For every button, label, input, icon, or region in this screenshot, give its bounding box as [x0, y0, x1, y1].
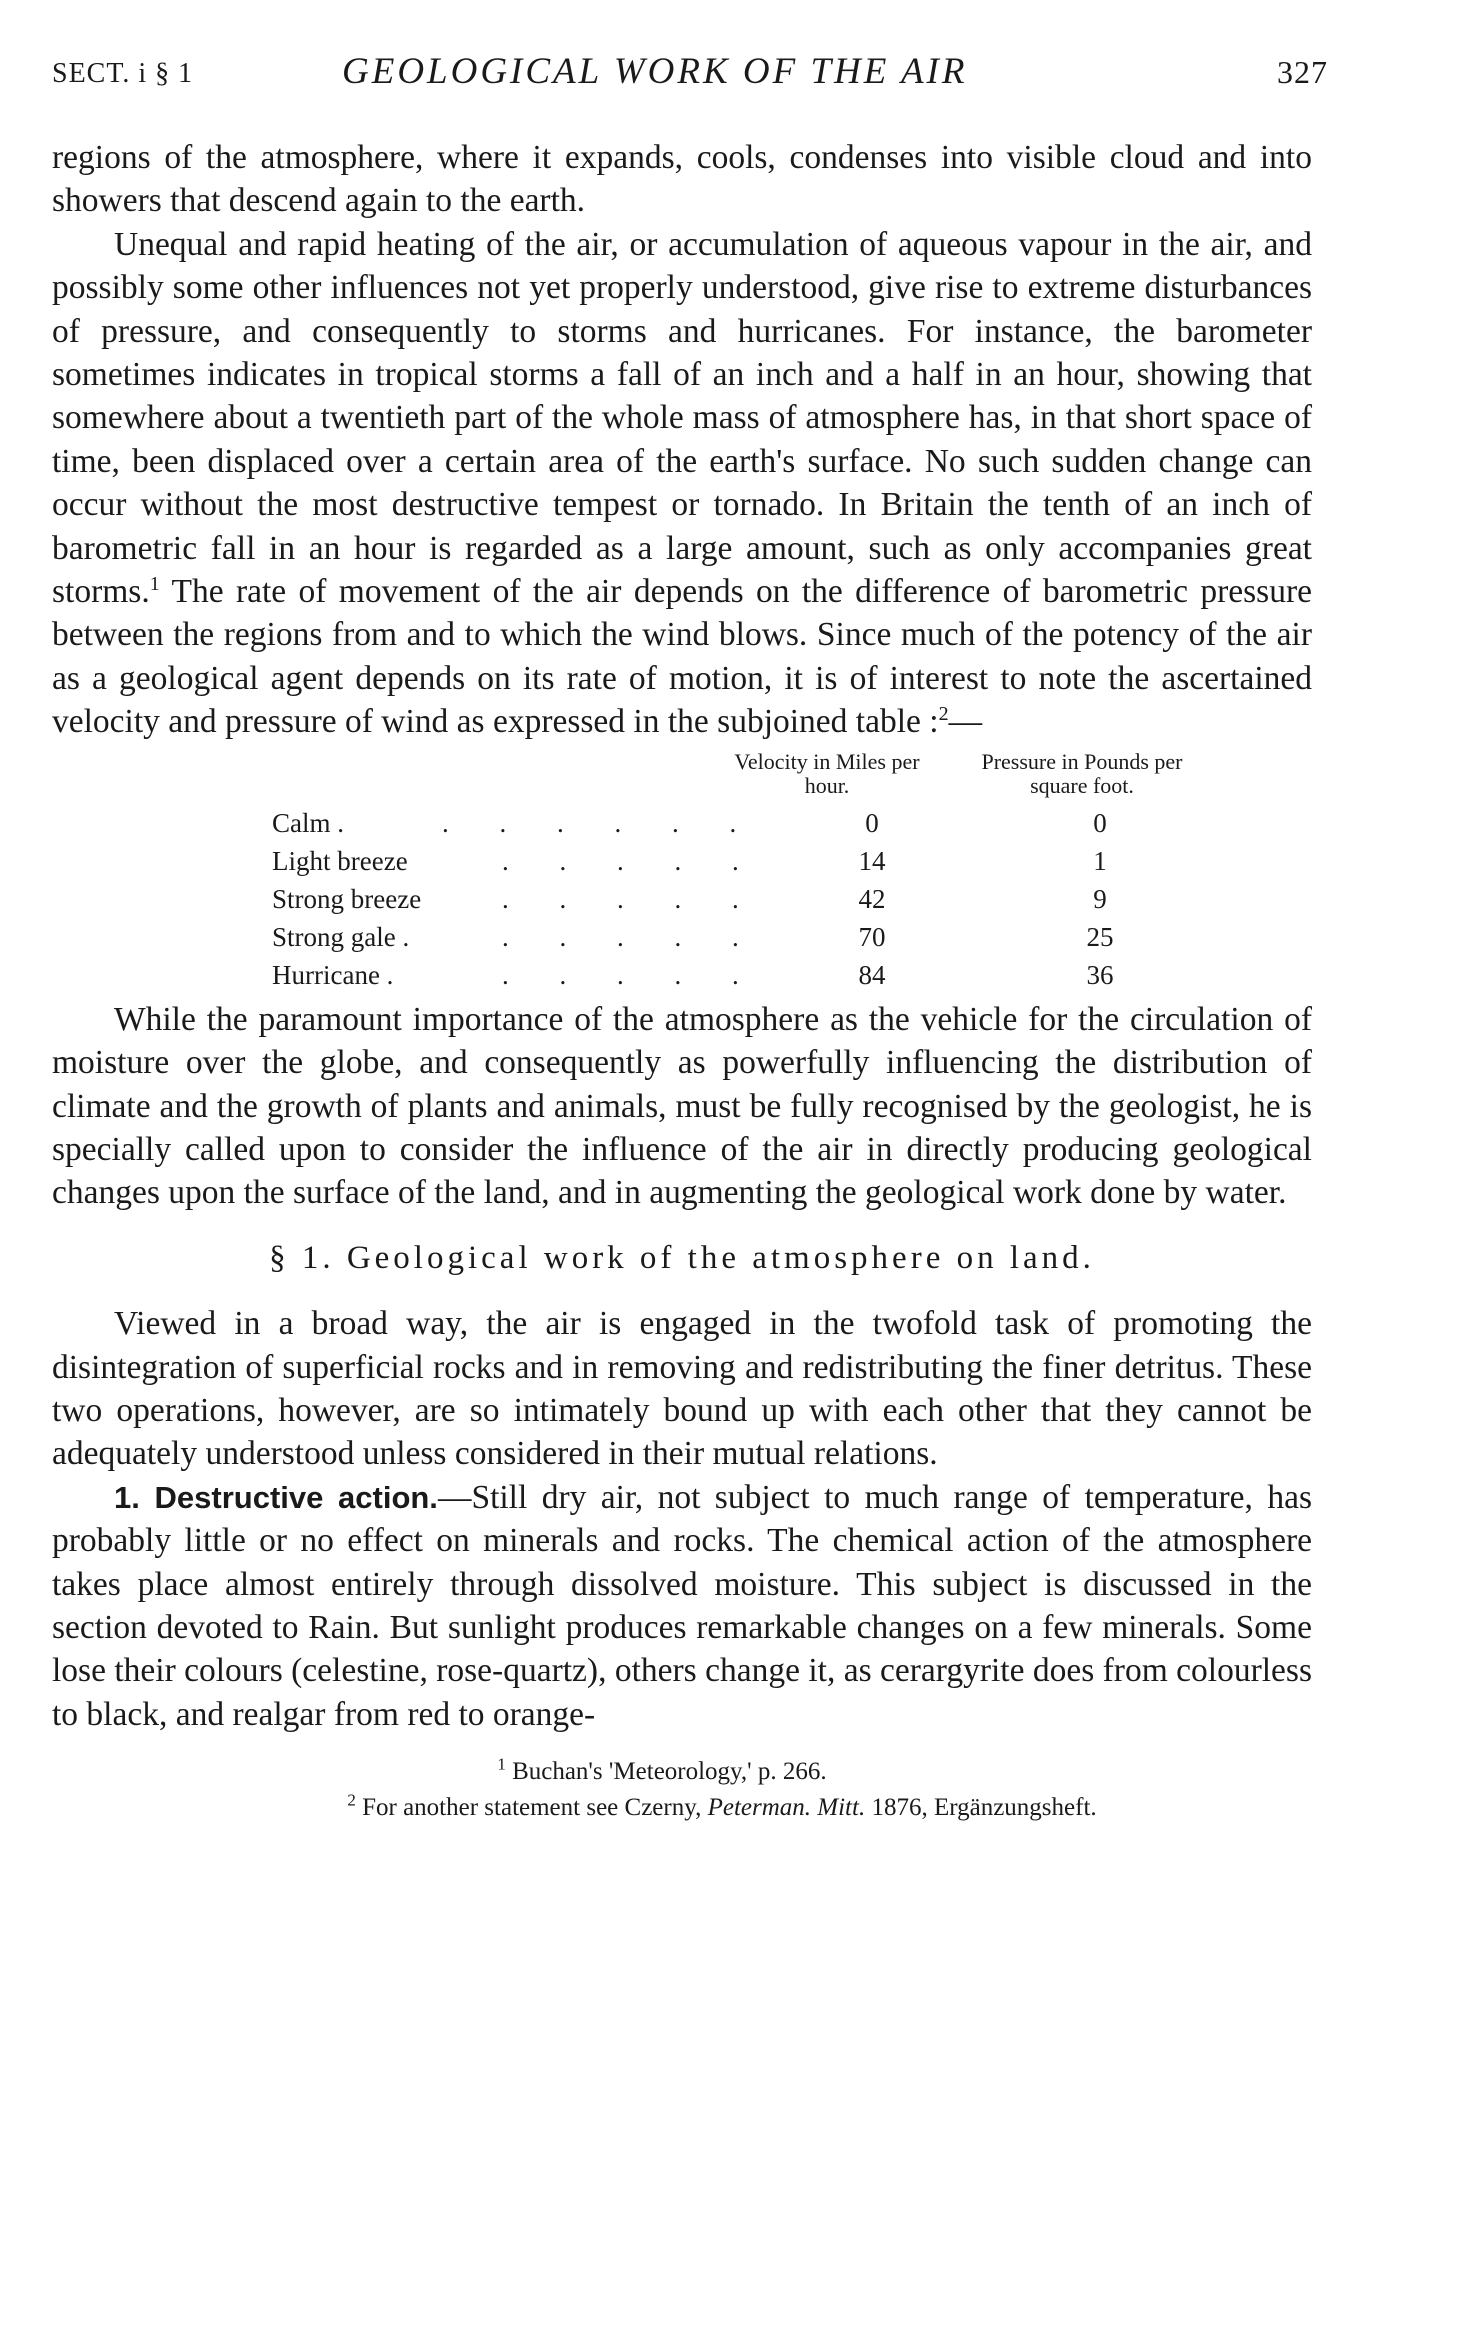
row-pressure: 1: [1093, 845, 1107, 876]
row-leader: . . . . . .: [442, 807, 759, 838]
row-leader: . . . . .: [502, 959, 761, 990]
running-title: GEOLOGICAL WORK OF THE AIR: [342, 51, 968, 92]
footnote-2-mark: 2: [347, 1790, 356, 1810]
row-velocity: 70: [858, 921, 886, 952]
footnotes: [52, 1754, 1312, 1826]
footnote-1-text: Buchan's 'Meteorology,' p. 266.: [512, 1758, 827, 1786]
paragraph-destructive: [52, 1476, 1312, 1736]
row-velocity: 42: [858, 883, 886, 914]
footnote-ref-2: 2: [938, 703, 949, 726]
table-row: [272, 954, 1272, 992]
running-head: [52, 40, 1328, 100]
paragraph-pressure-text-b: The rate of movement of the air depends on the difference of barometric pressure between the regions from and to which the wind blows. Since much of the potency of the air as a geological agent depends on its rate of motion, it is of interest to note the ascertained velocity and pressure of wind as expressed in the subjoined table :: [52, 573, 1312, 741]
paragraph-twofold: Viewed in a broad way, the air is engaged in the twofold task of promoting the disintegration of superficial rocks and in removing and redistributing the finer detritus. These two operations, however, are so intimately bound up with each other that they cannot be adequately understood unless considered in their mutual relations.: [52, 1305, 1312, 1473]
column-header-velocity: Velocity in Miles per hour.: [734, 748, 920, 798]
row-pressure: 25: [1086, 921, 1114, 952]
footnote-1-mark: 1: [497, 1754, 506, 1774]
row-velocity: 84: [858, 959, 886, 990]
table-row: [272, 840, 1272, 878]
section-number: SECT. i § 1: [52, 58, 194, 89]
row-label: Calm .: [272, 807, 344, 838]
row-pressure: 36: [1086, 959, 1114, 990]
row-leader: . . . . .: [502, 921, 761, 952]
footnote-2-text: For another statement see Czerny,: [362, 1794, 708, 1822]
row-label: Light breeze: [272, 845, 408, 876]
wind-table: [52, 748, 1312, 990]
row-velocity: 14: [858, 845, 886, 876]
table-row: [272, 878, 1272, 916]
paragraph-pressure-text-a: Unequal and rapid heating of the air, or accumulation of aqueous vapour in the air, and possibly some other influences not yet properly understood, give rise to extreme disturbances of pressure, and consequently to storms and hurricanes. For instance, the barometer sometimes indicates in tropical storms a fall of an inch and a half in an hour, showing that somewhere about a twentieth part of the whole mass of atmosphere has, in that short space of time, been displaced over a certain area of the earth's surface. No such sudden change can occur without the most destructive tempest or tornado. In Britain the tenth of an inch of barometric fall in an hour is regarded as a large amount, such as only accompanies great storms.: [52, 225, 1312, 611]
body-text: [52, 136, 1312, 1736]
row-label: Hurricane .: [272, 959, 394, 990]
footnote-2-source: Peterman. Mitt.: [707, 1794, 866, 1822]
paragraph-pressure-dash: —: [948, 703, 983, 741]
row-leader: . . . . .: [502, 845, 761, 876]
table-row: [272, 916, 1272, 954]
book-page: [52, 40, 1328, 1826]
footnote-1: [12, 1754, 1312, 1790]
row-velocity: 0: [865, 807, 879, 838]
section-heading: § 1. Geological work of the atmosphere on land.: [269, 1239, 1095, 1276]
row-leader: . . . . .: [502, 883, 761, 914]
paragraph-importance: While the paramount importance of the atmosphere as the vehicle for the circulation of moisture over the globe, and consequently as powerfully influencing the distribution of climate and the growth of plants and animals, must be fully recognised by the geologist, he is specially called upon to consider the influence of the air in directly producing geological changes upon the surface of the land, and in augmenting the geological work done by water.: [52, 1000, 1312, 1212]
paragraph-continued: regions of the atmosphere, where it expands, cools, condenses into visible cloud and into showers that descend again to the earth.: [52, 139, 1312, 220]
row-label: Strong breeze: [272, 883, 422, 914]
footnote-2: [132, 1790, 1312, 1826]
row-pressure: 0: [1093, 807, 1107, 838]
row-label: Strong gale .: [272, 921, 410, 952]
footnote-ref-1: 1: [149, 572, 160, 595]
row-pressure: 9: [1093, 883, 1107, 914]
column-header-pressure: Pressure in Pounds per square foot.: [981, 748, 1183, 798]
destructive-action-label: 1. Destructive action.: [114, 1479, 438, 1515]
paragraph-destructive-text: —Still dry air, not subject to much range of temperature, has probably little or no effect on minerals and rocks. The chemical action of the atmosphere takes place almost entirely through dissolved moisture. This subject is discussed in the section devoted to Rain. But sunlight produces remarkable changes on a few minerals. Some lose their colours (celestine, rose-quartz), others change it, as cerargyrite does from colourless to black, and realgar from red to orange-: [52, 1478, 1312, 1733]
page-number: 327: [1277, 54, 1328, 90]
table-row: [272, 802, 1272, 840]
paragraph-pressure: [52, 223, 1312, 744]
footnote-2-tail: 1876, Ergänzungsheft.: [865, 1794, 1097, 1822]
